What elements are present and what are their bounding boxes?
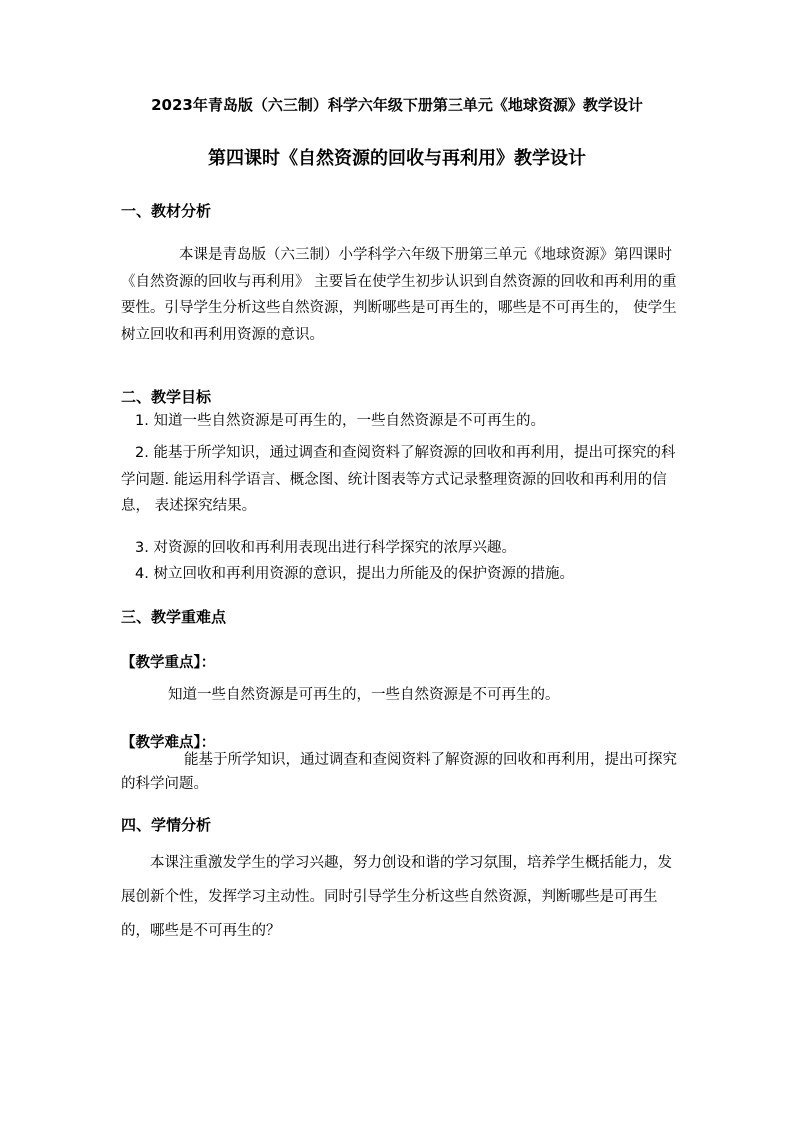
goal-item-3: 3. 对资源的回收和再利用表现出进行科学探究的浓厚兴趣。 <box>135 540 516 556</box>
section-heading-learners: 四、学情分析 <box>121 816 212 834</box>
section-heading-goals: 二、教学目标 <box>121 388 212 406</box>
analysis-paragraph: 本课是青岛版（六三制）小学科学六年级下册第三单元《地球资源》第四课时《自然资源的回收与再利用》 主要旨在使学生初步认识到自然资源的回收和再利用的重要性。引导学生分析这些自然资源，判断哪些是可再生的，哪些是不可再生的， 使学生树立回收和再利用资源的意识。 <box>121 247 677 343</box>
difficulty-text: 能基于所学知识，通过调查和查阅资料了解资源的回收和再利用，提出可探究的科学问题。 <box>121 752 677 792</box>
lesson-title: 第四课时《自然资源的回收与再利用》教学设计 <box>208 148 586 169</box>
focus-text: 知道一些自然资源是可再生的，一些自然资源是不可再生的。 <box>168 687 560 703</box>
goal-item-1: 1. 知道一些自然资源是可再生的，一些自然资源是不可再生的。 <box>135 413 545 429</box>
goal-item-2: 2. 能基于所学知识，通过调查和查阅资料了解资源的回收和再利用，提出可探究的科学问题. 能运用科学语言、概念图、统计图表等方式记录整理资源的回收和再利用的信息， 表述探究结果。 <box>121 445 676 514</box>
goal-item-4: 4. 树立回收和再利用资源的意识，提出力所能及的保护资源的措施。 <box>135 566 574 582</box>
focus-label: 【教学重点】： <box>121 655 216 671</box>
learners-paragraph: 本课注重激发学生的学习兴趣，努力创设和谐的学习氛围，培养学生概括能力，发展创新个性，发挥学习主动性。同时引导学生分析这些自然资源，判断哪些是可再生的，哪些是不可再生的？ <box>121 855 672 939</box>
difficulty-label: 【教学难点】： <box>121 735 216 751</box>
section-heading-analysis: 一、教材分析 <box>121 202 212 220</box>
section-heading-key-points: 三、教学重难点 <box>121 608 227 626</box>
document-title: 2023年青岛版（六三制）科学六年级下册第三单元《地球资源》教学设计 <box>151 96 643 114</box>
